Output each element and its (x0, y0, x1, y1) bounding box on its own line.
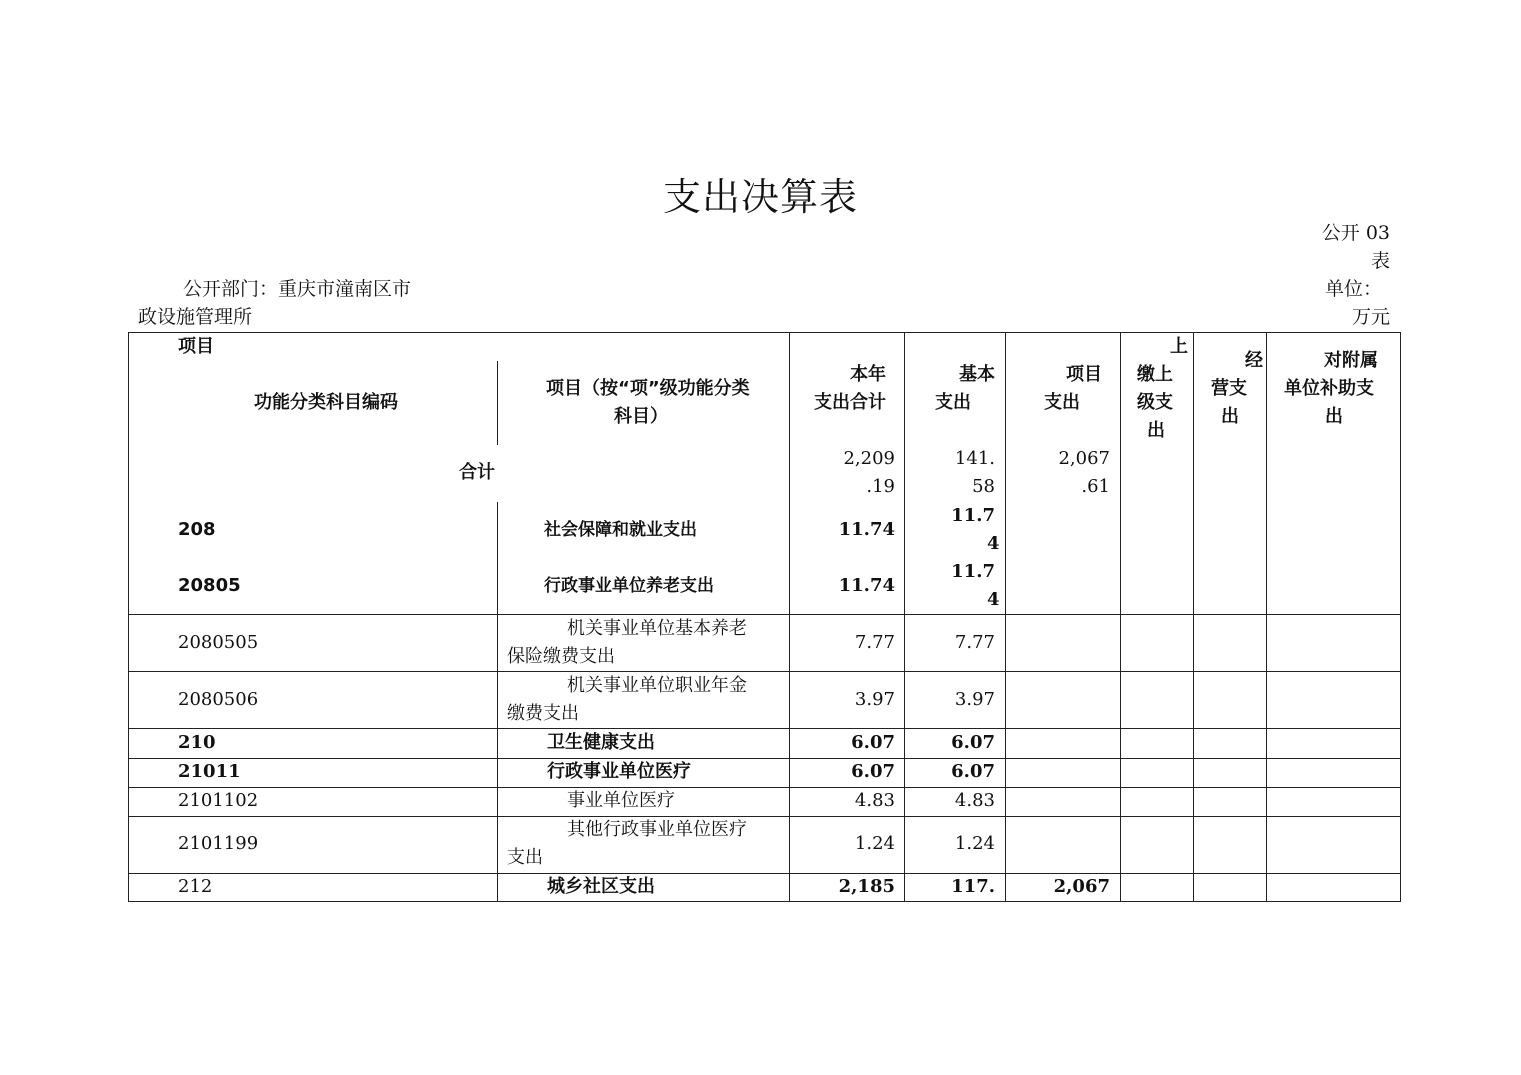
row-basic-line1: 11.7 (951, 505, 995, 526)
row-name: 社会保障和就业支出 (544, 520, 697, 540)
row-line-5 (128, 787, 1401, 788)
header-code: 功能分类科目编码 (254, 392, 398, 413)
row-line-6 (128, 816, 1401, 817)
row-basic-line2: 4 (987, 533, 1000, 554)
row-code: 212 (178, 876, 213, 897)
department-line2: 政设施管理所 (138, 306, 253, 328)
form-number-line1: 公开 03 (1321, 222, 1390, 244)
col-line-code-name (497, 502, 498, 902)
row-total: 11.74 (838, 519, 895, 540)
total-amount-line2: .19 (866, 476, 895, 497)
row-name-line1: 其他行政事业单位医疗 (567, 819, 747, 840)
row-name: 卫生健康支出 (547, 732, 655, 753)
header-total-line1: 本年 (850, 364, 886, 385)
row-code: 20805 (178, 575, 241, 596)
row-line-1 (128, 614, 1401, 615)
total-label: 合计 (459, 462, 495, 483)
row-total: 6.07 (851, 732, 895, 753)
row-name-line1: 机关事业单位基本养老 (567, 618, 747, 639)
row-code: 2080506 (178, 689, 259, 710)
row-basic: 7.77 (954, 632, 995, 653)
header-operating-line3: 出 (1221, 406, 1239, 427)
row-name: 行政事业单位养老支出 (544, 576, 714, 596)
row-total: 2,185 (838, 876, 895, 897)
table-border-top (128, 332, 1401, 333)
row-basic: 1.24 (954, 833, 995, 854)
row-basic: 3.97 (954, 689, 995, 710)
total-project-line1: 2,067 (1058, 448, 1110, 469)
row-total: 6.07 (851, 761, 895, 782)
row-code: 21011 (178, 761, 241, 782)
table-border-bottom (128, 901, 1401, 902)
header-name-line1: 项目（按“项”级功能分类 (546, 378, 750, 399)
department-line1: 公开部门：重庆市潼南区市 (183, 278, 412, 300)
row-name: 城乡社区支出 (547, 876, 655, 897)
header-subsidy-line3: 出 (1325, 406, 1343, 427)
col-line-code-name-header (497, 361, 498, 445)
row-line-7 (128, 873, 1401, 874)
row-total: 11.74 (838, 575, 895, 596)
row-line-3 (128, 728, 1401, 729)
row-basic: 117. (951, 876, 995, 897)
header-basic-line2: 支出 (935, 392, 971, 413)
row-code: 208 (178, 519, 216, 540)
header-subsidy-line2: 单位补助支 (1284, 378, 1374, 399)
header-upper-line2: 缴上 (1137, 364, 1173, 385)
row-name-line1: 机关事业单位职业年金 (567, 675, 747, 696)
row-basic: 6.07 (951, 732, 995, 753)
header-upper-line4: 出 (1147, 420, 1165, 441)
row-line-2 (128, 671, 1401, 672)
header-operating-line2: 营支 (1211, 378, 1247, 399)
row-name-line2: 缴费支出 (507, 703, 579, 724)
row-name-line2: 保险缴费支出 (507, 646, 615, 667)
header-project-line1: 项目 (1066, 364, 1102, 385)
header-item: 项目 (178, 336, 214, 357)
row-basic: 6.07 (951, 761, 995, 782)
total-amount-line1: 2,209 (843, 448, 895, 469)
header-operating-line1: 经 (1245, 350, 1263, 371)
row-total: 3.97 (854, 689, 895, 710)
header-basic-line1: 基本 (959, 364, 995, 385)
total-project-line2: .61 (1081, 476, 1110, 497)
total-basic-line2: 58 (972, 476, 995, 497)
row-code: 210 (178, 732, 216, 753)
row-basic-line1: 11.7 (951, 561, 995, 582)
row-name-line2: 支出 (507, 847, 543, 868)
header-subsidy-line1: 对附属 (1324, 350, 1378, 371)
header-upper-line3: 级支 (1137, 392, 1173, 413)
header-project-line2: 支出 (1044, 392, 1080, 413)
row-total: 4.83 (854, 790, 895, 811)
row-name: 事业单位医疗 (567, 790, 675, 811)
form-number-line2: 表 (1370, 250, 1390, 272)
row-project: 2,067 (1053, 876, 1110, 897)
total-basic-line1: 141. (954, 448, 995, 469)
row-basic: 4.83 (954, 790, 995, 811)
header-total-line2: 支出合计 (814, 392, 886, 413)
row-code: 2101199 (178, 833, 259, 854)
page-title: 支出决算表 (662, 175, 858, 219)
row-line-4 (128, 758, 1401, 759)
row-total: 1.24 (854, 833, 895, 854)
row-name: 行政事业单位医疗 (547, 761, 691, 782)
row-code: 2101102 (178, 790, 259, 811)
header-name-line2: 科目） (614, 406, 668, 427)
header-upper-line1: 上 (1170, 336, 1188, 357)
row-total: 7.77 (854, 632, 895, 653)
unit-label: 单位： (1324, 278, 1382, 300)
unit-value: 万元 (1351, 306, 1390, 328)
row-code: 2080505 (178, 632, 259, 653)
row-basic-line2: 4 (987, 589, 1000, 610)
